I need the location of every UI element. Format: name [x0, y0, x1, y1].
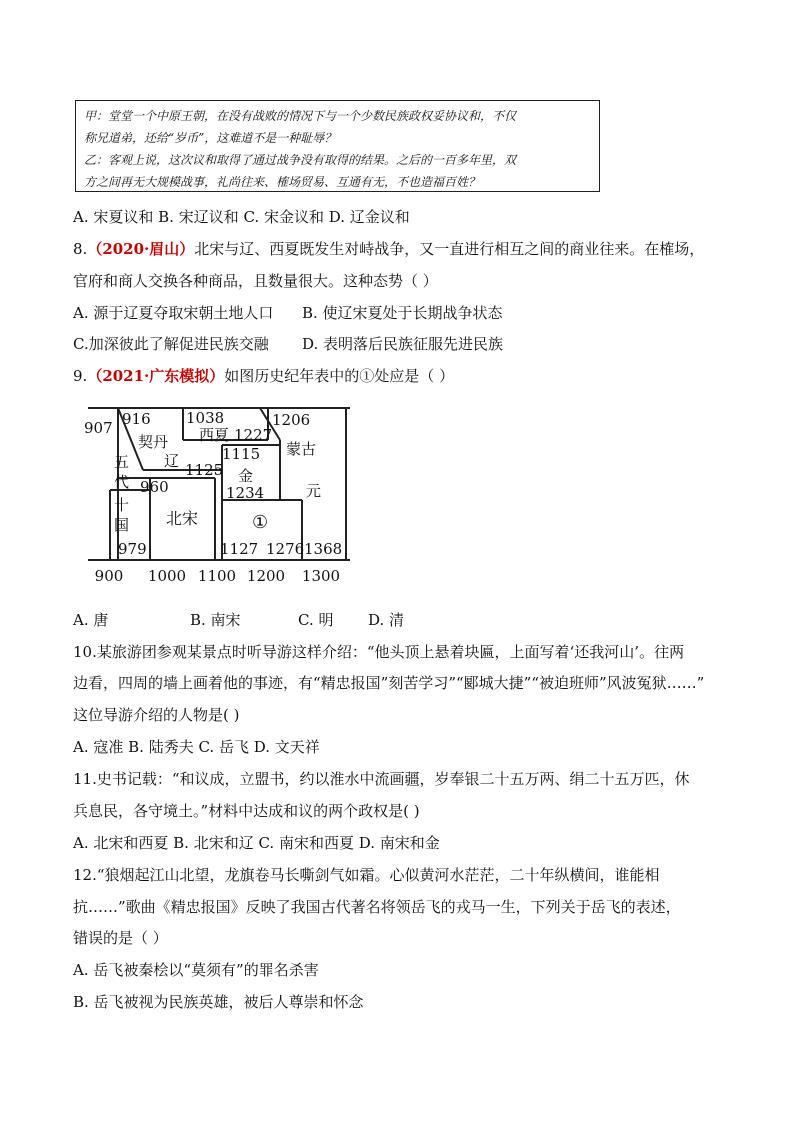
label-960: 960: [140, 478, 169, 496]
axis-tick: 1000: [147, 567, 187, 585]
q12-option-b: B. 岳飞被视为民族英雄，被后人尊崇和怀念: [73, 993, 364, 1011]
label-northern-song: 北宋: [166, 509, 199, 528]
q12-stem-line2: 抗……”歌曲《精忠报国》反映了我国古代著名将领岳飞的戎马一生，下列关于岳飞的表述，: [73, 898, 681, 916]
q9-number: 9.: [73, 367, 88, 385]
q9-option-b: B. 南宋: [190, 611, 241, 629]
label-liao: 辽: [164, 452, 180, 470]
q10-stem-line1: 10.某旅游团参观某景点时听导游这样介绍：“他头顶上悬着块匾，上面写着‘还我河山’。往两: [73, 643, 685, 661]
q8-option-c: C.加深彼此了解促进民族交融: [73, 335, 269, 353]
q10-stem-line2: 边看，四周的墙上画着他的事迹，有“精忠报国”刻苦学习”“郾城大捷”“被迫班师”风波冤狱……”: [73, 674, 705, 692]
q9-text: 如图历史纪年表中的①处应是（ ）: [224, 367, 455, 385]
q8-option-a: A. 源于辽夏夺取宋朝土地人口: [73, 304, 274, 322]
q8-option-d: D. 表明落后民族征服先进民族: [302, 335, 504, 353]
q8-text: 北宋与辽、西夏既发生对峙战争，又一直进行相互之间的商业往来。在榷场，: [194, 240, 705, 258]
label-western-xia: 西夏: [199, 426, 230, 444]
q11-stem-line2: 兵息民，各守境土。”材料中达成和议的两个政权是( ): [73, 802, 420, 820]
label-guo: 国: [114, 516, 130, 534]
axis-tick: 1200: [246, 567, 286, 585]
label-1276: 1276: [266, 540, 305, 558]
label-1227: 1227: [234, 426, 273, 444]
axis-tick: 1300: [301, 567, 341, 585]
label-shi: 十: [114, 496, 130, 514]
label-yuan: 元: [306, 482, 322, 500]
q8-option-b: B. 使辽宋夏处于长期战争状态: [302, 304, 503, 322]
label-1127: 1127: [220, 540, 259, 558]
label-916: 916: [122, 410, 151, 428]
label-979: 979: [118, 540, 147, 558]
q9-source: （2021·广东模拟）: [87, 367, 225, 385]
label-dai: 代: [114, 473, 130, 491]
q12-stem-line1: 12.“狼烟起江山北望，龙旗卷马长嘶剑气如霜。心似黄河水茫茫，二十年纵横间，谁能相: [73, 866, 660, 884]
label-1234: 1234: [226, 484, 265, 502]
q7-options: A. 宋夏议和 B. 宋辽议和 C. 宋金议和 D. 辽金议和: [73, 208, 410, 226]
quote-line: 甲：堂堂一个中原王朝，在没有战败的情况下与一个少数民族政权妥协议和，不仅: [84, 109, 517, 123]
q10-stem-line3: 这位导游介绍的人物是( ): [73, 706, 240, 724]
q12-stem-line3: 错误的是（ ）: [73, 929, 168, 947]
quote-line: 称兄道弟，还给“岁币”，这难道不是一种耻辱？: [84, 131, 337, 145]
label-1368: 1368: [304, 540, 343, 558]
label-1206: 1206: [272, 411, 311, 429]
q8-number: 8.: [73, 240, 88, 258]
label-khitan: 契丹: [138, 433, 169, 451]
label-jin: 金: [238, 467, 254, 485]
label-1038: 1038: [186, 409, 225, 427]
q9-option-c: C. 明: [298, 611, 334, 629]
q8-source: （2020·眉山）: [87, 240, 195, 258]
label-wu: 五: [114, 453, 130, 471]
q11-options: A. 北宋和西夏 B. 北宋和辽 C. 南宋和西夏 D. 南宋和金: [73, 834, 440, 852]
q10-options: A. 寇准 B. 陆秀夫 C. 岳飞 D. 文天祥: [73, 738, 320, 756]
q9-option-a: A. 唐: [73, 611, 109, 629]
q11-stem-line1: 11.史书记载：“和议成，立盟书，约以淮水中流画疆，岁奉银二十五万两、绢二十五万匹，休: [73, 770, 690, 788]
axis-tick: 900: [94, 567, 124, 585]
quote-line: 方之间再无大规模战事，礼尚往来、榷场贸易、互通有无，不也造福百姓？: [84, 175, 481, 189]
label-1115: 1115: [222, 445, 261, 463]
label-circle-1: ①: [252, 512, 269, 533]
q12-option-a: A. 岳飞被秦桧以“莫须有”的罪名杀害: [73, 961, 319, 979]
axis-tick: 1100: [197, 567, 237, 585]
q8-stem-line2: 官府和商人交换各种商品，且数量很大。这种态势（ ）: [73, 272, 438, 290]
q9-option-d: D. 清: [368, 611, 405, 629]
quote-line: 乙：客观上说，这次议和取得了通过战争没有取得的结果。之后的一百多年里，双: [84, 153, 517, 167]
label-907: 907: [84, 419, 113, 437]
label-1125: 1125: [185, 461, 224, 479]
label-mongol: 蒙古: [286, 440, 317, 458]
